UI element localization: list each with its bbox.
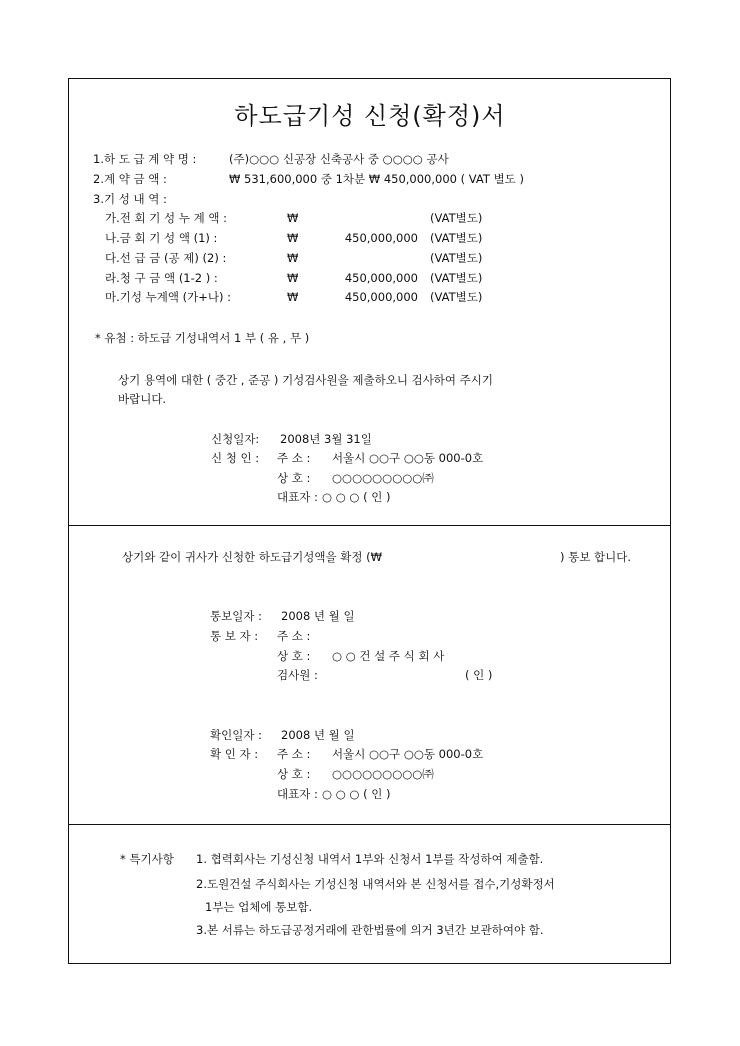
detail-row-amount: 450,000,000 (344, 271, 418, 285)
notify-inspector-label: 검사원 : (277, 668, 318, 682)
confirm-statement-end: ) 통보 합니다. (560, 550, 631, 564)
verify-rep-value: ○ ○ ○ ( 인 ) (322, 787, 391, 801)
applicant-rep-value: ○ ○ ○ ( 인 ) (322, 490, 391, 504)
applicant-company-value: ○○○○○○○○○㈜ (332, 471, 434, 485)
notify-addr-label: 주 소 : (277, 629, 311, 643)
special-note-item: 1. 협력회사는 기성신청 내역서 1부와 신청서 1부를 작성하여 제출함. (196, 852, 544, 866)
applicant-date-label: 신청일자: (211, 432, 260, 446)
detail-row-note: (VAT별도) (430, 211, 483, 225)
applicant-rep-label: 대표자 : (277, 490, 318, 504)
applicant-addr-value: 서울시 ○○구 ○○동 000-0호 (332, 451, 484, 465)
request-text-line1: 상기 용역에 대한 ( 중간 , 준공 ) 기성검사원을 제출하오니 검사하여 주시기 (118, 373, 493, 387)
detail-row-note: (VAT별도) (430, 251, 483, 265)
section-divider-1 (68, 525, 671, 526)
request-text-line2: 바랍니다. (118, 392, 167, 406)
detail-row-currency: ₩ (287, 251, 299, 265)
verify-addr-label: 주 소 : (277, 747, 311, 761)
notify-company-label: 상 호 : (277, 649, 311, 663)
verify-date-value: 2008 년 월 일 (281, 728, 355, 742)
special-notes-label: * 특기사항 (120, 852, 174, 866)
applicant-company-label: 상 호 : (277, 471, 311, 485)
detail-row-note: (VAT별도) (430, 290, 483, 304)
verify-company-value: ○○○○○○○○○㈜ (332, 767, 434, 781)
verify-date-label: 확인일자 : (210, 728, 262, 742)
notify-date-label: 통보일자 : (210, 609, 262, 623)
notify-person-label: 통 보 자 : (210, 629, 259, 643)
section-divider-2 (68, 824, 671, 825)
detail-row-note: (VAT별도) (430, 271, 483, 285)
verify-person-label: 확 인 자 : (210, 747, 259, 761)
contract-name-value: (주)○○○ 신공장 신축공사 중 ○○○○ 공사 (229, 152, 449, 166)
verify-addr-value: 서울시 ○○구 ○○동 000-0호 (332, 747, 484, 761)
attachment-note: * 유첨 : 하도급 기성내역서 1 부 ( 유 , 무 ) (95, 331, 310, 345)
detail-row-currency: ₩ (287, 271, 299, 285)
special-note-item: 2.도원건설 주식회사는 기성신청 내역서와 본 신청서를 접수,기성확정서 (196, 877, 555, 891)
detail-row-label: 나.금 회 기 성 액 (1) : (105, 231, 218, 245)
applicant-person-label: 신 청 인 : (211, 451, 260, 465)
applicant-date-value: 2008년 3월 31일 (280, 432, 372, 446)
notify-date-value: 2008 년 월 일 (281, 609, 355, 623)
notify-seal: ( 인 ) (465, 668, 493, 682)
contract-name-label: 1.하 도 급 계 약 명 : (93, 152, 197, 166)
detail-row-currency: ₩ (287, 290, 299, 304)
contract-amount-value: ₩ 531,600,000 중 1차분 ₩ 450,000,000 ( VAT 별도 ) (229, 172, 524, 186)
applicant-addr-label: 주 소 : (277, 451, 311, 465)
notify-company-value: ○ ○ 건 설 주 식 회 사 (332, 649, 445, 663)
detail-row-note: (VAT별도) (430, 231, 483, 245)
detail-row-label: 다.선 급 금 (공 제) (2) : (105, 251, 227, 265)
special-note-item-cont: 1부는 업체에 통보함. (205, 900, 313, 914)
contract-amount-label: 2.계 약 금 액 : (93, 172, 167, 186)
detail-row-currency: ₩ (287, 211, 299, 225)
confirm-statement: 상기와 같이 귀사가 신청한 하도급기성액을 확정 (₩ (122, 550, 382, 564)
verify-rep-label: 대표자 : (277, 787, 318, 801)
detail-row-label: 가.전 회 기 성 누 계 액 : (105, 211, 227, 225)
detail-row-currency: ₩ (287, 231, 299, 245)
detail-row-amount: 450,000,000 (344, 231, 418, 245)
special-note-item: 3.본 서류는 하도급공정거래에 관한법률에 의거 3년간 보관하여야 함. (196, 923, 544, 937)
detail-row-label: 마.기성 누계액 (가+나) : (105, 290, 231, 304)
document-title: 하도급기성 신청(확정)서 (234, 102, 506, 130)
detail-row-label: 라.청 구 금 액 (1-2 ) : (105, 271, 218, 285)
verify-company-label: 상 호 : (277, 767, 311, 781)
detail-heading: 3.기 성 내 역 : (93, 192, 167, 206)
detail-row-amount: 450,000,000 (344, 290, 418, 304)
